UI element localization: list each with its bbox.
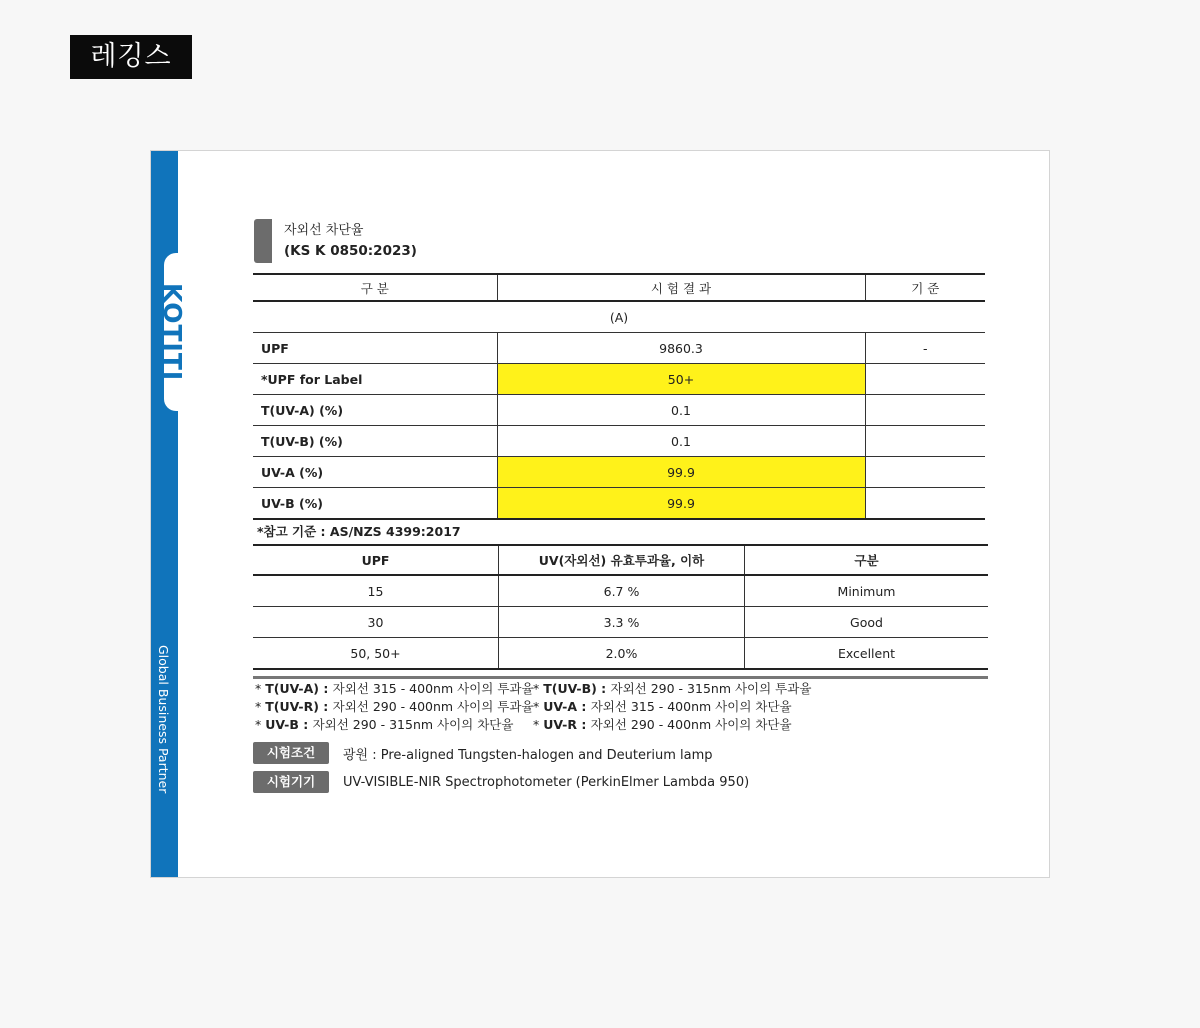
- definition-key: T(UV-B): [543, 681, 597, 696]
- ref-header-transmittance: UV(자외선) 유효투과율, 이하: [499, 545, 745, 575]
- definition-row: [255, 698, 995, 716]
- ref-cell: 30: [253, 607, 499, 638]
- ref-header-upf: UPF: [253, 545, 499, 575]
- reference-table: [253, 544, 988, 670]
- definition-key: UV-A: [543, 699, 578, 714]
- definition-key: T(UV-R): [265, 699, 319, 714]
- row-label: UV-B (%): [253, 488, 497, 520]
- definition-text: 자외선 290 - 400nm 사이의 투과율: [332, 699, 534, 714]
- sample-row: [253, 301, 985, 333]
- tagline: Global Business Partner: [156, 645, 171, 794]
- ref-cell: 3.3 %: [499, 607, 745, 638]
- definition-item: * UV-A : 자외선 315 - 400nm 사이의 차단율: [533, 699, 792, 714]
- definition-key: T(UV-A): [265, 681, 319, 696]
- reference-note: *참고 기준 : AS/NZS 4399:2017: [257, 524, 461, 539]
- ref-cell: Good: [745, 607, 989, 638]
- test-condition-row: [253, 742, 713, 764]
- definition-text: 자외선 290 - 315nm 사이의 차단율: [312, 717, 514, 732]
- condition-badge: 시험기기: [253, 771, 329, 793]
- row-result: 0.1: [497, 426, 865, 457]
- row-standard: -: [865, 333, 985, 364]
- definition-text: 자외선 315 - 400nm 사이의 투과율: [332, 681, 534, 696]
- header-standard: 기 준: [865, 274, 985, 301]
- row-result: 99.9: [497, 457, 865, 488]
- table-row: [253, 457, 985, 488]
- ref-cell: Minimum: [745, 575, 989, 607]
- definition-row: [255, 716, 995, 734]
- heading-standard: (KS K 0850:2023): [284, 243, 417, 259]
- row-label: UV-A (%): [253, 457, 497, 488]
- table-row: [253, 364, 985, 395]
- row-standard: [865, 395, 985, 426]
- row-label: T(UV-B) (%): [253, 426, 497, 457]
- row-result: 99.9: [497, 488, 865, 520]
- definition-row: [255, 680, 995, 698]
- definition-key: UV-R: [543, 717, 577, 732]
- condition-text: 광원 : Pre-aligned Tungsten-halogen and Deuterium lamp: [343, 747, 713, 763]
- row-standard: [865, 426, 985, 457]
- test-report-card: [150, 150, 1050, 878]
- ref-cell: Excellent: [745, 638, 989, 670]
- heading-marker: [254, 219, 272, 263]
- kotiti-logo: KOTITI: [158, 283, 187, 382]
- row-result: 0.1: [497, 395, 865, 426]
- row-label: UPF: [253, 333, 497, 364]
- table-row: [253, 638, 988, 670]
- definition-text: 자외선 315 - 400nm 사이의 차단율: [590, 699, 792, 714]
- definition-item: * UV-B : 자외선 290 - 315nm 사이의 차단율: [255, 717, 514, 732]
- table-row: [253, 426, 985, 457]
- table-row: [253, 395, 985, 426]
- ref-cell: 50, 50+: [253, 638, 499, 670]
- row-label: *UPF for Label: [253, 364, 497, 395]
- definition-item: * UV-R : 자외선 290 - 400nm 사이의 차단율: [533, 717, 792, 732]
- condition-badge: 시험조건: [253, 742, 329, 764]
- condition-text: UV-VISIBLE-NIR Spectrophotometer (PerkinElmer Lambda 950): [343, 774, 750, 790]
- table-row: [253, 333, 985, 364]
- test-condition-row: [253, 771, 749, 793]
- sample-label: (A): [253, 301, 985, 333]
- section-heading: [284, 221, 417, 261]
- definition-key: UV-B: [265, 717, 299, 732]
- ref-cell: 6.7 %: [499, 575, 745, 607]
- ref-cell: 15: [253, 575, 499, 607]
- row-standard: [865, 364, 985, 395]
- header-result: 시 험 결 과: [497, 274, 865, 301]
- divider: [253, 676, 988, 679]
- heading-title: 자외선 차단율: [284, 223, 364, 238]
- ref-cell: 2.0%: [499, 638, 745, 670]
- results-table: [253, 273, 985, 520]
- header-category: 구 분: [253, 274, 497, 301]
- definitions: [255, 680, 995, 734]
- table-row: [253, 607, 988, 638]
- row-result: 50+: [497, 364, 865, 395]
- definition-item: * T(UV-A) : 자외선 315 - 400nm 사이의 투과율: [255, 681, 534, 696]
- definition-text: 자외선 290 - 400nm 사이의 차단율: [590, 717, 792, 732]
- table-row: [253, 575, 988, 607]
- row-result: 9860.3: [497, 333, 865, 364]
- row-standard: [865, 488, 985, 520]
- definition-text: 자외선 290 - 315nm 사이의 투과율: [610, 681, 812, 696]
- definition-item: * T(UV-B) : 자외선 290 - 315nm 사이의 투과율: [533, 681, 812, 696]
- definition-item: * T(UV-R) : 자외선 290 - 400nm 사이의 투과율: [255, 699, 534, 714]
- page-title: 레깅스: [70, 35, 192, 79]
- table-row: [253, 488, 985, 520]
- ref-header-category: 구분: [745, 545, 989, 575]
- row-label: T(UV-A) (%): [253, 395, 497, 426]
- row-standard: [865, 457, 985, 488]
